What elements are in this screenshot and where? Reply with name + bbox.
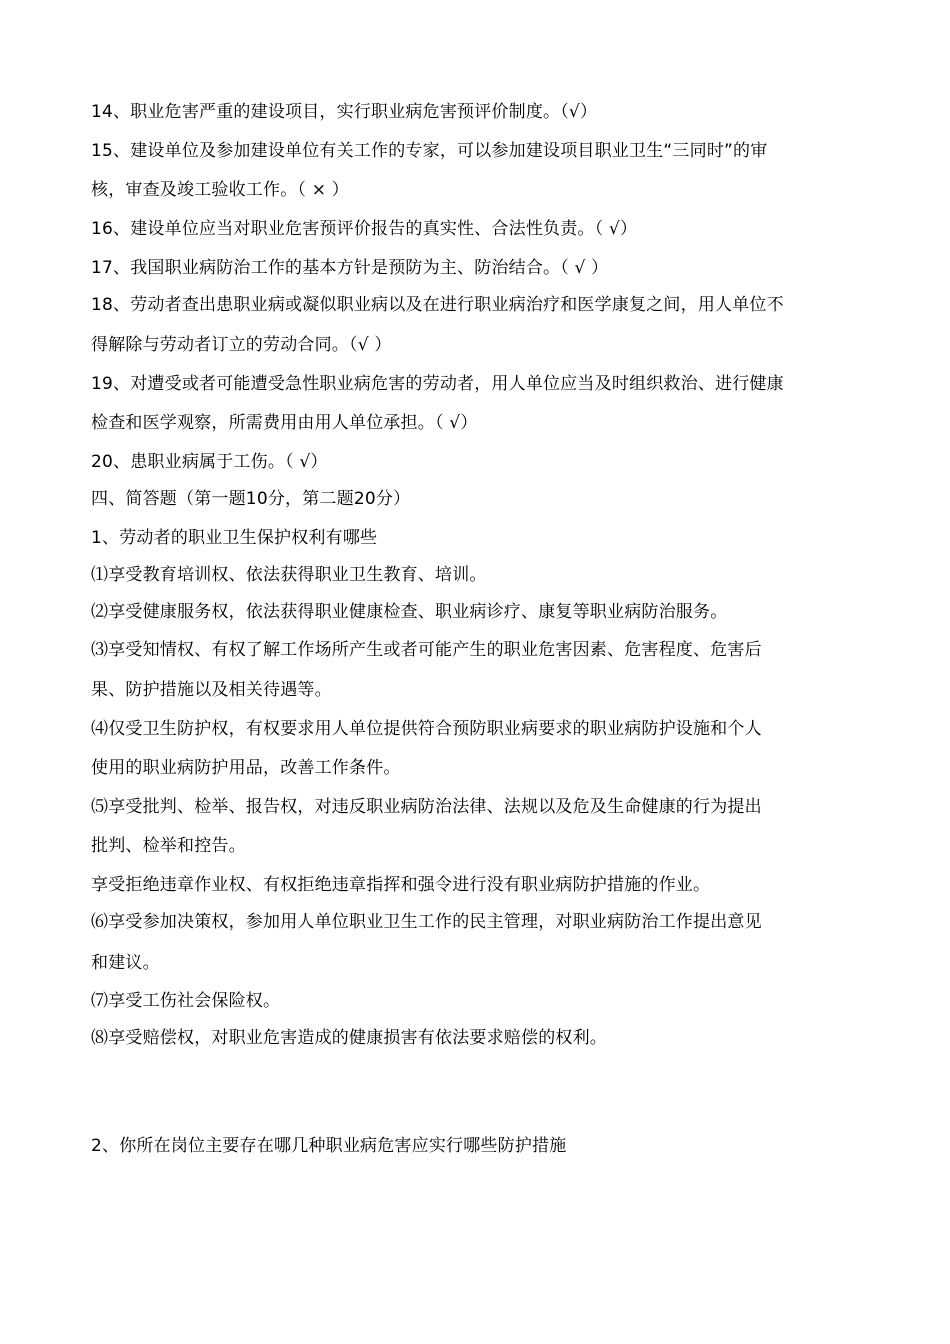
answer-item-6-cont: 和建议。 — [91, 953, 160, 973]
answer-item-8: ⑻享受赔偿权，对职业危害造成的健康损害有依法要求赔偿的权利。 — [91, 1028, 607, 1048]
question-1: 1、劳动者的职业卫生保护权利有哪些 — [91, 528, 378, 548]
answer-item-3: ⑶享受知情权、有权了解工作场所产生或者可能产生的职业危害因素、危害程度、危害后 — [91, 640, 762, 660]
answer-item-1: ⑴享受教育培训权、依法获得职业卫生教育、培训。 — [91, 565, 487, 585]
text-line-q18: 18、劳动者查出患职业病或凝似职业病以及在进行职业病治疗和医学康复之间，用人单位不 — [91, 295, 784, 315]
answer-item-7: ⑺享受工伤社会保险权。 — [91, 991, 281, 1011]
text-line-q18-cont: 得解除与劳动者订立的劳动合同。（√ ） — [91, 335, 392, 355]
section-heading: 四、简答题（第一题10分，第二题20分） — [91, 489, 411, 509]
text-line-q15: 15、建设单位及参加建设单位有关工作的专家，可以参加建设项目职业卫生“三同时”的审 — [91, 141, 768, 161]
answer-item-4-cont: 使用的职业病防护用品，改善工作条件。 — [91, 758, 401, 778]
answer-item-4: ⑷仅受卫生防护权，有权要求用人单位提供符合预防职业病要求的职业病防护设施和个人 — [91, 719, 762, 739]
text-line-q19-cont: 检查和医学观察，所需费用由用人单位承担。（ √） — [91, 413, 478, 433]
question-2: 2、你所在岗位主要存在哪几种职业病危害应实行哪些防护措施 — [91, 1136, 567, 1156]
answer-item-2: ⑵享受健康服务权，依法获得职业健康检查、职业病诊疗、康复等职业病防治服务。 — [91, 602, 728, 622]
text-line-q17: 17、我国职业病防治工作的基本方针是预防为主、防治结合。（ √ ） — [91, 258, 609, 278]
text-line-q15-cont: 核，审查及竣工验收工作。（ × ） — [91, 180, 349, 200]
answer-item-refuse: 享受拒绝违章作业权、有权拒绝违章指挥和强令进行没有职业病防护措施的作业。 — [91, 875, 711, 895]
text-line-q16: 16、建设单位应当对职业危害预评价报告的真实性、合法性负责。（ √） — [91, 219, 638, 239]
answer-item-3-cont: 果、防护措施以及相关待遇等。 — [91, 680, 332, 700]
answer-item-5-cont: 批判、检举和控告。 — [91, 836, 246, 856]
text-line-q19: 19、对遭受或者可能遭受急性职业病危害的劳动者，用人单位应当及时组织救治、进行健康 — [91, 374, 784, 394]
answer-item-6: ⑹享受参加决策权，参加用人单位职业卫生工作的民主管理，对职业病防治工作提出意见 — [91, 912, 762, 932]
text-line-q14: 14、职业危害严重的建设项目，实行职业病危害预评价制度。（√） — [91, 102, 598, 122]
text-line-q20: 20、患职业病属于工伤。（ √） — [91, 452, 328, 472]
answer-item-5: ⑸享受批判、检举、报告权，对违反职业病防治法律、法规以及危及生命健康的行为提出 — [91, 797, 762, 817]
